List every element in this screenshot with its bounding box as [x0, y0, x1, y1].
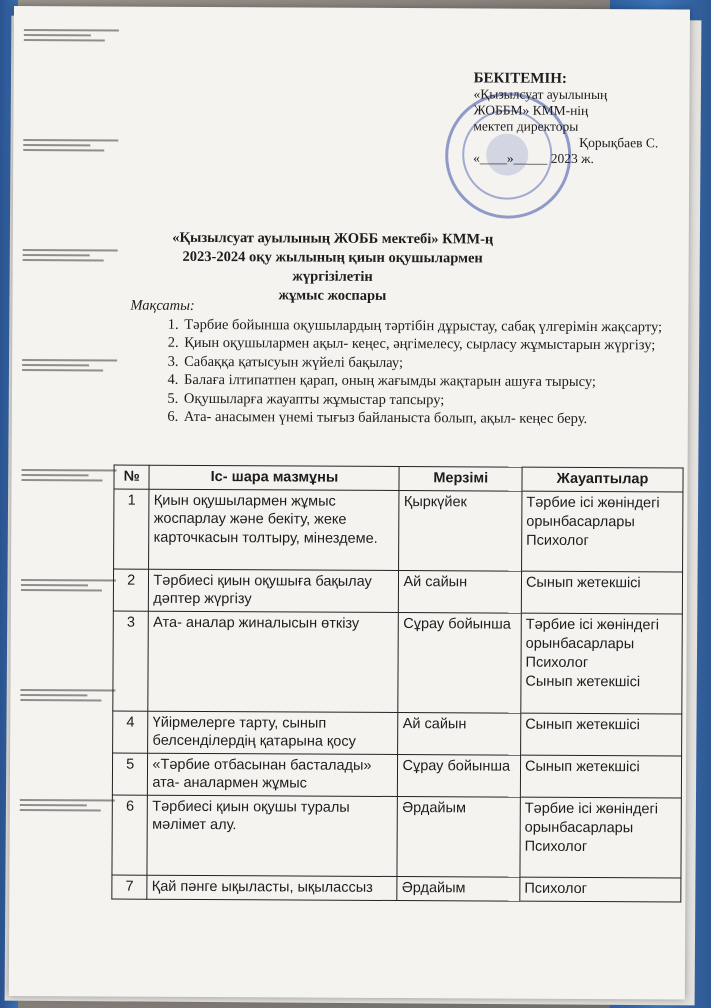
- approval-line: мектеп директоры: [473, 118, 579, 134]
- responsible-entry: Психолог: [526, 532, 589, 549]
- document-page: [9, 6, 690, 1000]
- binding-mark: [23, 246, 118, 268]
- responsible-entry: Сынып жетекшісі: [525, 716, 640, 733]
- goal-item: 3. Сабаққа қатысуын жүйелі бақылау;: [182, 352, 670, 373]
- goals-label: Мақсаты:: [130, 297, 195, 314]
- goals-section: [130, 297, 671, 429]
- row-responsible: [520, 755, 681, 798]
- goal-item: 2. Қиын оқушылармен ақыл- кеңес, әңгімелесу, сырласу жұмыстарын жүргізу;: [182, 334, 670, 355]
- responsible-entry: Сынып жетекшісі: [525, 673, 641, 690]
- goal-item: 5. Оқушыларға жауапты жұмыстар тапсыру;: [182, 389, 670, 410]
- row-term: Сұрау бойынша: [398, 612, 521, 713]
- row-content: Тәрбиесі қиын оқушыға бақылау дәптер жүргізу: [149, 569, 399, 612]
- binding-mark: [21, 466, 116, 488]
- row-content: Тәрбиесі қиын оқушы туралы мәлімет алу.: [147, 795, 397, 876]
- table-row: [112, 875, 681, 902]
- table-row: [112, 753, 681, 798]
- approval-heading: БЕКІТЕМІН:: [473, 70, 567, 87]
- plan-table: [111, 465, 683, 902]
- table-row: [112, 795, 681, 878]
- row-term: Ай сайын: [399, 570, 522, 613]
- row-content: Қиын оқушылармен жұмыс жоспарлау және бекіту, жеке карточкасын толтыру, мінездеме.: [149, 489, 399, 570]
- table-row: [113, 569, 682, 614]
- title-line: «Қызылсуат ауылының ЖОББ мектебі» КММ-ң: [172, 229, 494, 248]
- director-name: Қорықбаев С.: [579, 134, 659, 151]
- header-content: Іс- шара мазмұны: [149, 465, 399, 490]
- row-responsible: [520, 797, 681, 878]
- document-title: [162, 229, 502, 307]
- table-row: [113, 711, 682, 756]
- row-content: Қай пәнге ықыласты, ықылассыз: [147, 875, 397, 900]
- binding-mark: [23, 136, 118, 158]
- binding-mark: [20, 686, 115, 708]
- header-term: Мерзімі: [399, 467, 522, 491]
- row-number: 4: [113, 711, 149, 753]
- responsible-entry: Психолог: [524, 838, 588, 855]
- row-responsible: [521, 713, 682, 756]
- responsible-entry: Тәрбие ісі жөніндегі орынбасарлары: [524, 800, 659, 836]
- row-responsible: [521, 613, 683, 714]
- goal-item: 1. Тәрбие бойынша оқушылардың тәртібін дұрыстау, сабақ үлгерімін жақсарту;: [182, 315, 670, 336]
- row-term: Әрдайым: [397, 796, 520, 877]
- responsible-entry: Тәрбие ісі жөніндегі орынбасарлары: [525, 616, 660, 652]
- row-number: 6: [112, 795, 148, 875]
- goals-list: [130, 315, 671, 429]
- goal-item: 6. Ата- анасымен үнемі тығыз байланыста болып, ақыл- кеңес беру.: [182, 408, 670, 429]
- binding-mark: [24, 26, 119, 48]
- table-row: [113, 611, 683, 714]
- row-responsible: [520, 877, 681, 902]
- binding-mark: [20, 796, 115, 818]
- row-number: 7: [112, 875, 148, 899]
- title-line: 2023-2024 оқу жылының қиын оқушылармен жүргізілетін: [182, 248, 483, 285]
- row-number: 5: [112, 753, 148, 795]
- row-term: Әрдайым: [397, 876, 520, 901]
- row-number: 3: [113, 611, 149, 711]
- responsible-entry: Психолог: [524, 880, 588, 897]
- row-content: Ата- аналар жиналысын өткізу: [148, 611, 399, 712]
- title-line: жұмыс жоспары: [278, 287, 387, 304]
- row-content: «Тәрбие отбасынан басталады» ата- аналармен жұмыс: [148, 753, 398, 796]
- row-number: 2: [113, 569, 149, 611]
- approval-line: «Қызылсуат ауылының: [473, 86, 608, 103]
- responsible-entry: Сынып жетекшісі: [525, 574, 641, 591]
- responsible-entry: Тәрбие ісі жөніндегі орынбасарлары: [526, 494, 660, 530]
- row-term: Қыркүйек: [399, 490, 522, 571]
- row-responsible: [521, 571, 682, 614]
- responsible-entry: Сынып жетекшісі: [524, 758, 640, 775]
- row-number: 1: [114, 489, 150, 569]
- row-responsible: [522, 491, 683, 572]
- goal-item: 4. Балаға ілтипатпен қарап, оның жағымды жақтарын ашуға тырысу;: [182, 371, 670, 392]
- header-responsible: Жауаптылар: [522, 467, 683, 491]
- approval-date: «____»_____ 2023 ж.: [473, 150, 594, 167]
- row-content: Үйірмелерге тарту, сынып белсенділердің қатарына қосу: [148, 711, 398, 754]
- table-header-row: [114, 465, 683, 491]
- responsible-entry: Психолог: [525, 654, 589, 671]
- row-term: Ай сайын: [398, 712, 521, 755]
- approval-block: [473, 70, 678, 167]
- binding-mark: [21, 576, 116, 598]
- binding-mark: [22, 356, 117, 378]
- header-number: №: [114, 465, 150, 489]
- table-row: [114, 489, 683, 572]
- row-term: Сұрау бойынша: [398, 754, 521, 797]
- approval-line: ЖОББМ» КММ-нің: [473, 102, 589, 119]
